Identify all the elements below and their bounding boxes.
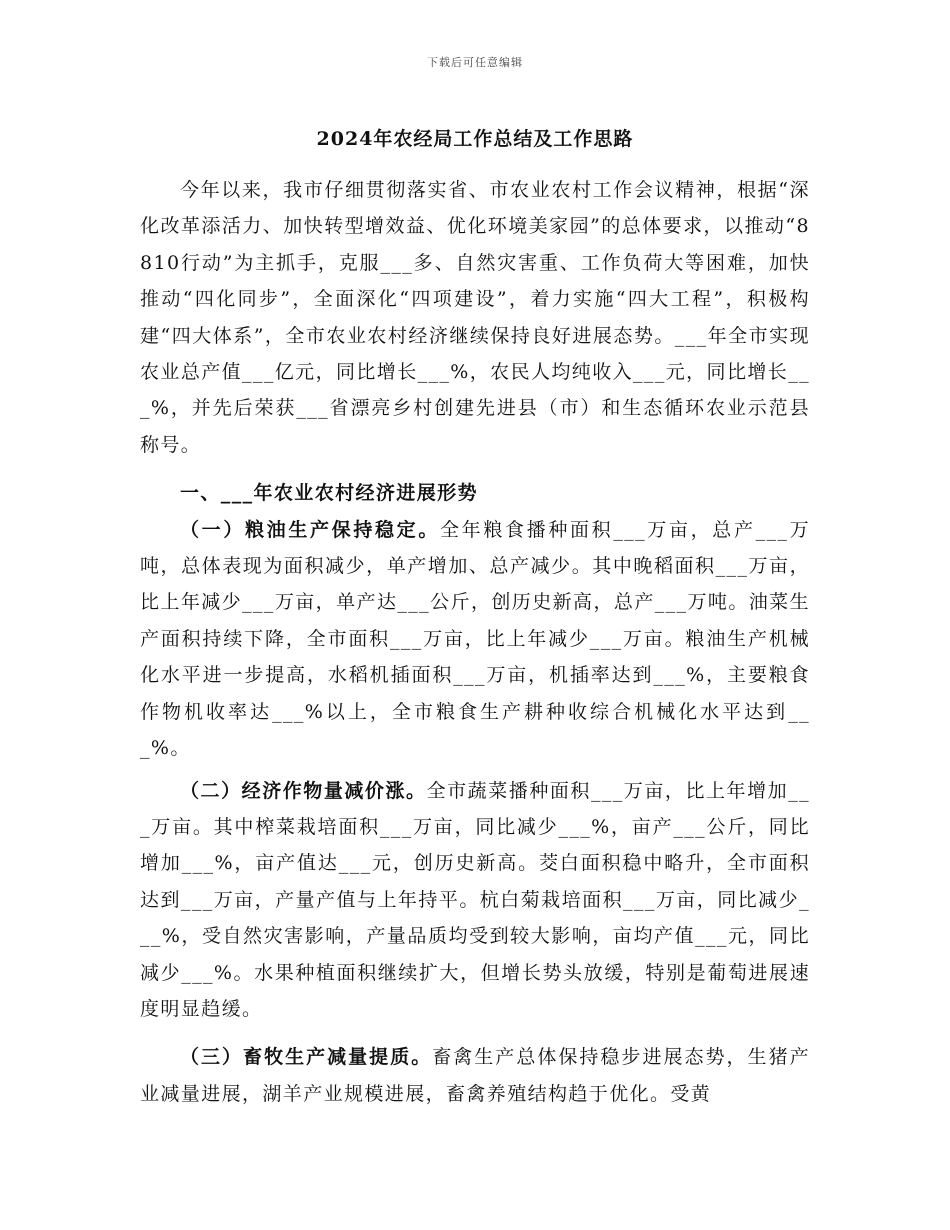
paragraph-body-cash-crops: 全市蔬菜播种面积___万亩，比上年增加___万亩。其中榨菜栽培面积___万亩，同比减少___%，亩产___公斤，同比增加___%，亩产值达___元，创历史新高。茭白面积稳中略升，全市面积达到___万亩，产量产值与上年持平。杭白菊栽培面积___万亩，同比减少___%，受自然灾害影响，产量品质均受到较大影响，亩均产值___元，同比减少___%。水果种植面积继续扩大，但增长势头放缓，特别是葡萄进展速度明显趋缓。 [140,779,810,1020]
document-title: 2024年农经局工作总结及工作思路 [316,128,634,150]
paragraph-body-grain-oil: 全年粮食播种面积___万亩，总产___万吨，总体表现为面积减少，单产增加、总产减少。其中晚稻面积___万亩，比上年减少___万亩，单产达___公斤，创历史新高，总产___万吨。油菜生产面积持续下降，全市面积___万亩，比上年减少___万亩。粮油生产机械化水平进一步提高，水稻机插面积___万亩，机插率达到___%，主要粮食作物机收率达___%以上，全市粮食生产耕种收综合机械化水平达到___%。 [140,518,810,760]
paragraph-cash-crops [140,767,810,1028]
page-header: 下载后可任意编辑 [427,56,523,69]
paragraph-body-livestock: 畜禽生产总体保持稳步进展态势，生猪产业减量进展，湖羊产业规模进展，畜禽养殖结构趋于优化。受黄 [140,1046,810,1105]
document-body [140,172,810,1112]
paragraph-lead-grain-oil: （一）粮油生产保持稳定。 [180,518,440,541]
paragraph-livestock [140,1027,810,1112]
intro-paragraph: 今年以来，我市仔细贯彻落实省、市农业农村工作会议精神，根据“深化改革添活力、加快转型增效益、优化环境美家园”的总体要求，以推动“8810行动”为主抓手，克服___多、自然灾害重、工作负荷大等困难，加快推动“四化同步”，全面深化“四项建设”，着力实施“四大工程”，积极构建“四大体系”，全市农业农村经济继续保持良好进展态势。___年全市实现农业总产值___亿元，同比增长___%，农民人均纯收入___元，同比增长___%，并先后荣获___省漂亮乡村创建先进县（市）和生态循环农业示范县称号。 [140,179,810,456]
paragraph-lead-cash-crops: （二）经济作物量减价涨。 [180,779,427,802]
section-heading-1: 一、___年农业农村经济进展形势 [180,482,478,505]
paragraph-grain-oil [140,512,810,767]
paragraph-lead-livestock: （三）畜牧生产减量提质。 [180,1046,433,1069]
